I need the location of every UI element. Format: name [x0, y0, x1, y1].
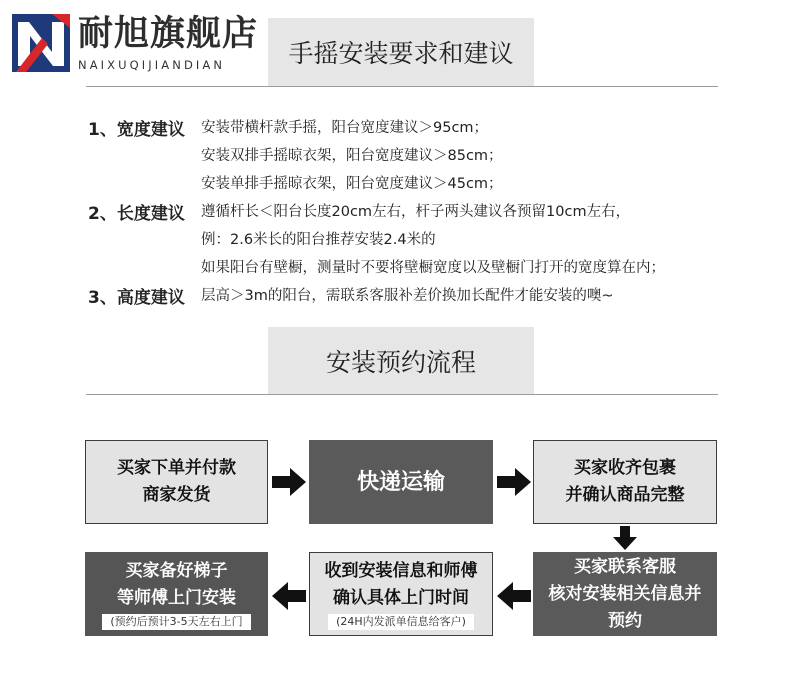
section-title-booking-process: 安装预约流程	[268, 327, 534, 394]
divider	[86, 86, 718, 87]
arrow-left-icon	[270, 580, 308, 612]
flow-step-note: (预约后预计3-5天左右上门	[102, 614, 250, 630]
flow-step-shipping: 快递运输	[309, 440, 493, 524]
width-advice-line: 安装单排手摇晾衣架，阳台宽度建议＞45cm；	[201, 176, 503, 192]
length-advice-line: 例：2.6米长的阳台推荐安装2.4米的	[201, 232, 436, 248]
arrow-right-icon	[495, 466, 533, 498]
height-advice-line: 层高＞3m的阳台，需联系客服补差价换加长配件才能安装的噢~	[201, 288, 614, 304]
width-advice-label: 1、宽度建议	[88, 120, 185, 140]
flow-step-receive-check: 买家收齐包裹 并确认商品完整	[533, 440, 717, 524]
flow-step-confirm-time: 收到安装信息和师傅 确认具体上门时间 (24H内发派单信息给客户)	[309, 552, 493, 636]
divider	[86, 394, 718, 395]
width-advice-line: 安装带横杆款手摇，阳台宽度建议＞95cm；	[201, 120, 489, 136]
length-advice-line: 如果阳台有壁橱，测量时不要将壁橱宽度以及壁橱门打开的宽度算在内；	[201, 260, 665, 276]
brand-pinyin: NAIXUQIJIANDIAN	[78, 58, 226, 72]
length-advice-label: 2、长度建议	[88, 204, 185, 224]
width-advice-line: 安装双排手摇晾衣架，阳台宽度建议＞85cm；	[201, 148, 503, 164]
flow-step-contact-service: 买家联系客服 核对安装相关信息并 预约	[533, 552, 717, 636]
height-advice-label: 3、高度建议	[88, 288, 185, 308]
flow-step-note: (24H内发派单信息给客户)	[328, 614, 474, 630]
arrow-down-icon	[612, 525, 638, 551]
arrow-left-icon	[495, 580, 533, 612]
brand-logo-icon	[12, 14, 70, 72]
arrow-right-icon	[270, 466, 308, 498]
flow-step-order-paid: 买家下单并付款 商家发货	[85, 440, 268, 524]
section-title-install-requirements: 手摇安装要求和建议	[268, 18, 534, 86]
flow-step-prepare-ladder: 买家备好梯子 等师傅上门安装 (预约后预计3-5天左右上门	[85, 552, 268, 636]
brand-name: 耐旭旗舰店	[78, 13, 259, 54]
length-advice-line: 遵循杆长＜阳台长度20cm左右，杆子两头建议各预留10cm左右，	[201, 204, 631, 220]
